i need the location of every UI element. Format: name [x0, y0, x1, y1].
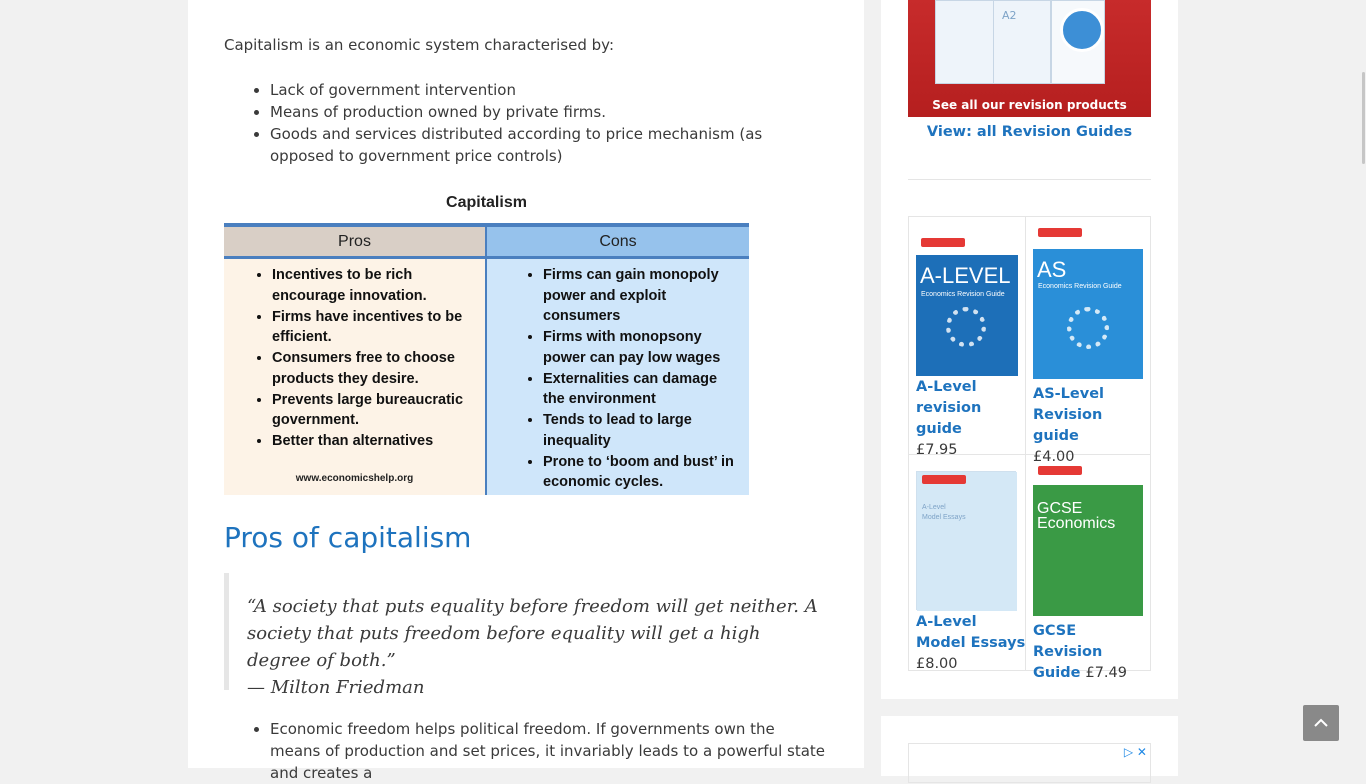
cover-subtitle: Economics Revision Guide	[1038, 283, 1122, 290]
cover-subtitle: Model Essays	[922, 514, 966, 521]
globe-icon	[1060, 8, 1104, 52]
ad-choices-icon[interactable]: ▷ ✕	[1123, 745, 1147, 759]
product-gcse-revision-guide	[1026, 455, 1150, 681]
section-heading: Pros of capitalism	[224, 521, 472, 554]
cover-title: A-LEVEL	[920, 263, 1011, 288]
banner-book-label: A2	[1002, 9, 1017, 22]
milton-friedman-quote	[224, 573, 828, 698]
cover-subtitle: Economics Revision Guide	[921, 291, 1005, 298]
product-title[interactable]: A-Level Model Essays	[916, 614, 1026, 651]
product-price: £7.95	[916, 442, 958, 458]
divider	[908, 179, 1151, 180]
brand-logo	[1038, 228, 1082, 237]
figure-title: Capitalism	[446, 194, 527, 211]
list-item: • Firms have incentives to be efficient.	[272, 307, 477, 348]
product-link[interactable]	[916, 377, 1028, 461]
list-item: • Consumers free to choose products they desire.	[272, 348, 477, 389]
book-cover-image	[993, 0, 1051, 84]
product-title[interactable]: AS-Level Revision guide	[1033, 386, 1105, 444]
product-cover-image[interactable]	[916, 471, 1016, 610]
list-item: • Prevents large bureaucratic government.	[272, 390, 477, 431]
banner-text: See all our revision products	[932, 98, 1127, 112]
list-item: • Tends to lead to large inequality	[543, 410, 741, 451]
cover-title: GCSE Economics	[1037, 500, 1116, 532]
product-title[interactable]: GCSE Revision Guide	[1033, 623, 1103, 681]
product-link[interactable]	[1033, 621, 1145, 684]
advertisement[interactable]	[908, 743, 1151, 783]
quote-author: — Milton Friedman	[247, 677, 425, 698]
pros-list	[224, 259, 485, 452]
product-a-level-guide	[909, 217, 1026, 458]
list-item: • Means of production owned by private firms.	[270, 101, 828, 123]
list-item: • Firms with monopsony power can pay low wages	[543, 327, 741, 368]
characteristics-list	[224, 79, 828, 167]
product-price: £8.00	[916, 656, 958, 672]
pros-header: Pros	[224, 223, 485, 259]
list-item: • Prone to ‘boom and bust’ in economic cycles.	[543, 452, 741, 493]
gear-icon	[946, 307, 986, 347]
view-all-revision-guides-link[interactable]: View: all Revision Guides	[926, 124, 1133, 140]
product-price: £4.00	[1033, 449, 1075, 465]
product-link[interactable]	[916, 612, 1028, 675]
brand-logo	[1038, 466, 1082, 475]
capitalism-pros-cons-image	[224, 191, 749, 495]
cons-column	[485, 223, 749, 495]
pros-body-list	[224, 718, 828, 784]
revision-products-banner[interactable]	[908, 0, 1151, 117]
scrollbar-thumb[interactable]	[1362, 72, 1365, 164]
brand-logo	[922, 475, 966, 484]
cover-title: AS	[1037, 257, 1067, 282]
product-as-level-guide	[1026, 217, 1150, 465]
book-cover-image	[935, 0, 995, 84]
product-grid	[908, 216, 1151, 681]
list-item: • Economic freedom helps political freedom. If governments own the means of production and set prices, it invariably leads to a powerful state and creates a	[270, 718, 828, 784]
list-item: • Goods and services distributed according to price mechanism (as opposed to government price controls)	[270, 123, 828, 167]
figure-source-url: www.economicshelp.org	[295, 473, 414, 484]
list-item: • Better than alternatives	[272, 431, 477, 452]
sidebar-widget-revision	[881, 0, 1178, 699]
product-a-level-model-essays	[909, 455, 1026, 670]
cons-list	[487, 259, 749, 493]
cover-background	[917, 472, 1017, 611]
sidebar-widget-ad	[881, 716, 1178, 776]
product-cover-image[interactable]	[916, 235, 1018, 376]
cover-title: A-Level	[922, 504, 946, 511]
product-cover-image[interactable]	[1033, 225, 1143, 379]
product-price: £7.49	[1085, 665, 1127, 681]
scroll-to-top-button[interactable]	[1303, 705, 1339, 741]
product-cover-image[interactable]	[1033, 463, 1143, 616]
list-item: • Externalities can damage the environment	[543, 369, 741, 410]
product-title[interactable]: A-Level revision guide	[916, 379, 982, 437]
quote-text: “A society that puts equality before freedom will get neither. A society that puts freedom before equality will get a high degree of both.”	[247, 596, 818, 671]
chevron-up-icon	[1314, 718, 1328, 728]
gear-icon	[1067, 307, 1109, 349]
list-item: • Firms can gain monopoly power and exploit consumers	[543, 265, 741, 327]
pros-column	[224, 223, 485, 495]
intro-text: Capitalism is an economic system characterised by:	[224, 36, 614, 54]
cons-header: Cons	[487, 223, 749, 259]
list-item: • Incentives to be rich encourage innovation.	[272, 265, 477, 306]
brand-logo	[921, 238, 965, 247]
list-item: • Lack of government intervention	[270, 79, 828, 101]
main-content	[188, 0, 864, 782]
